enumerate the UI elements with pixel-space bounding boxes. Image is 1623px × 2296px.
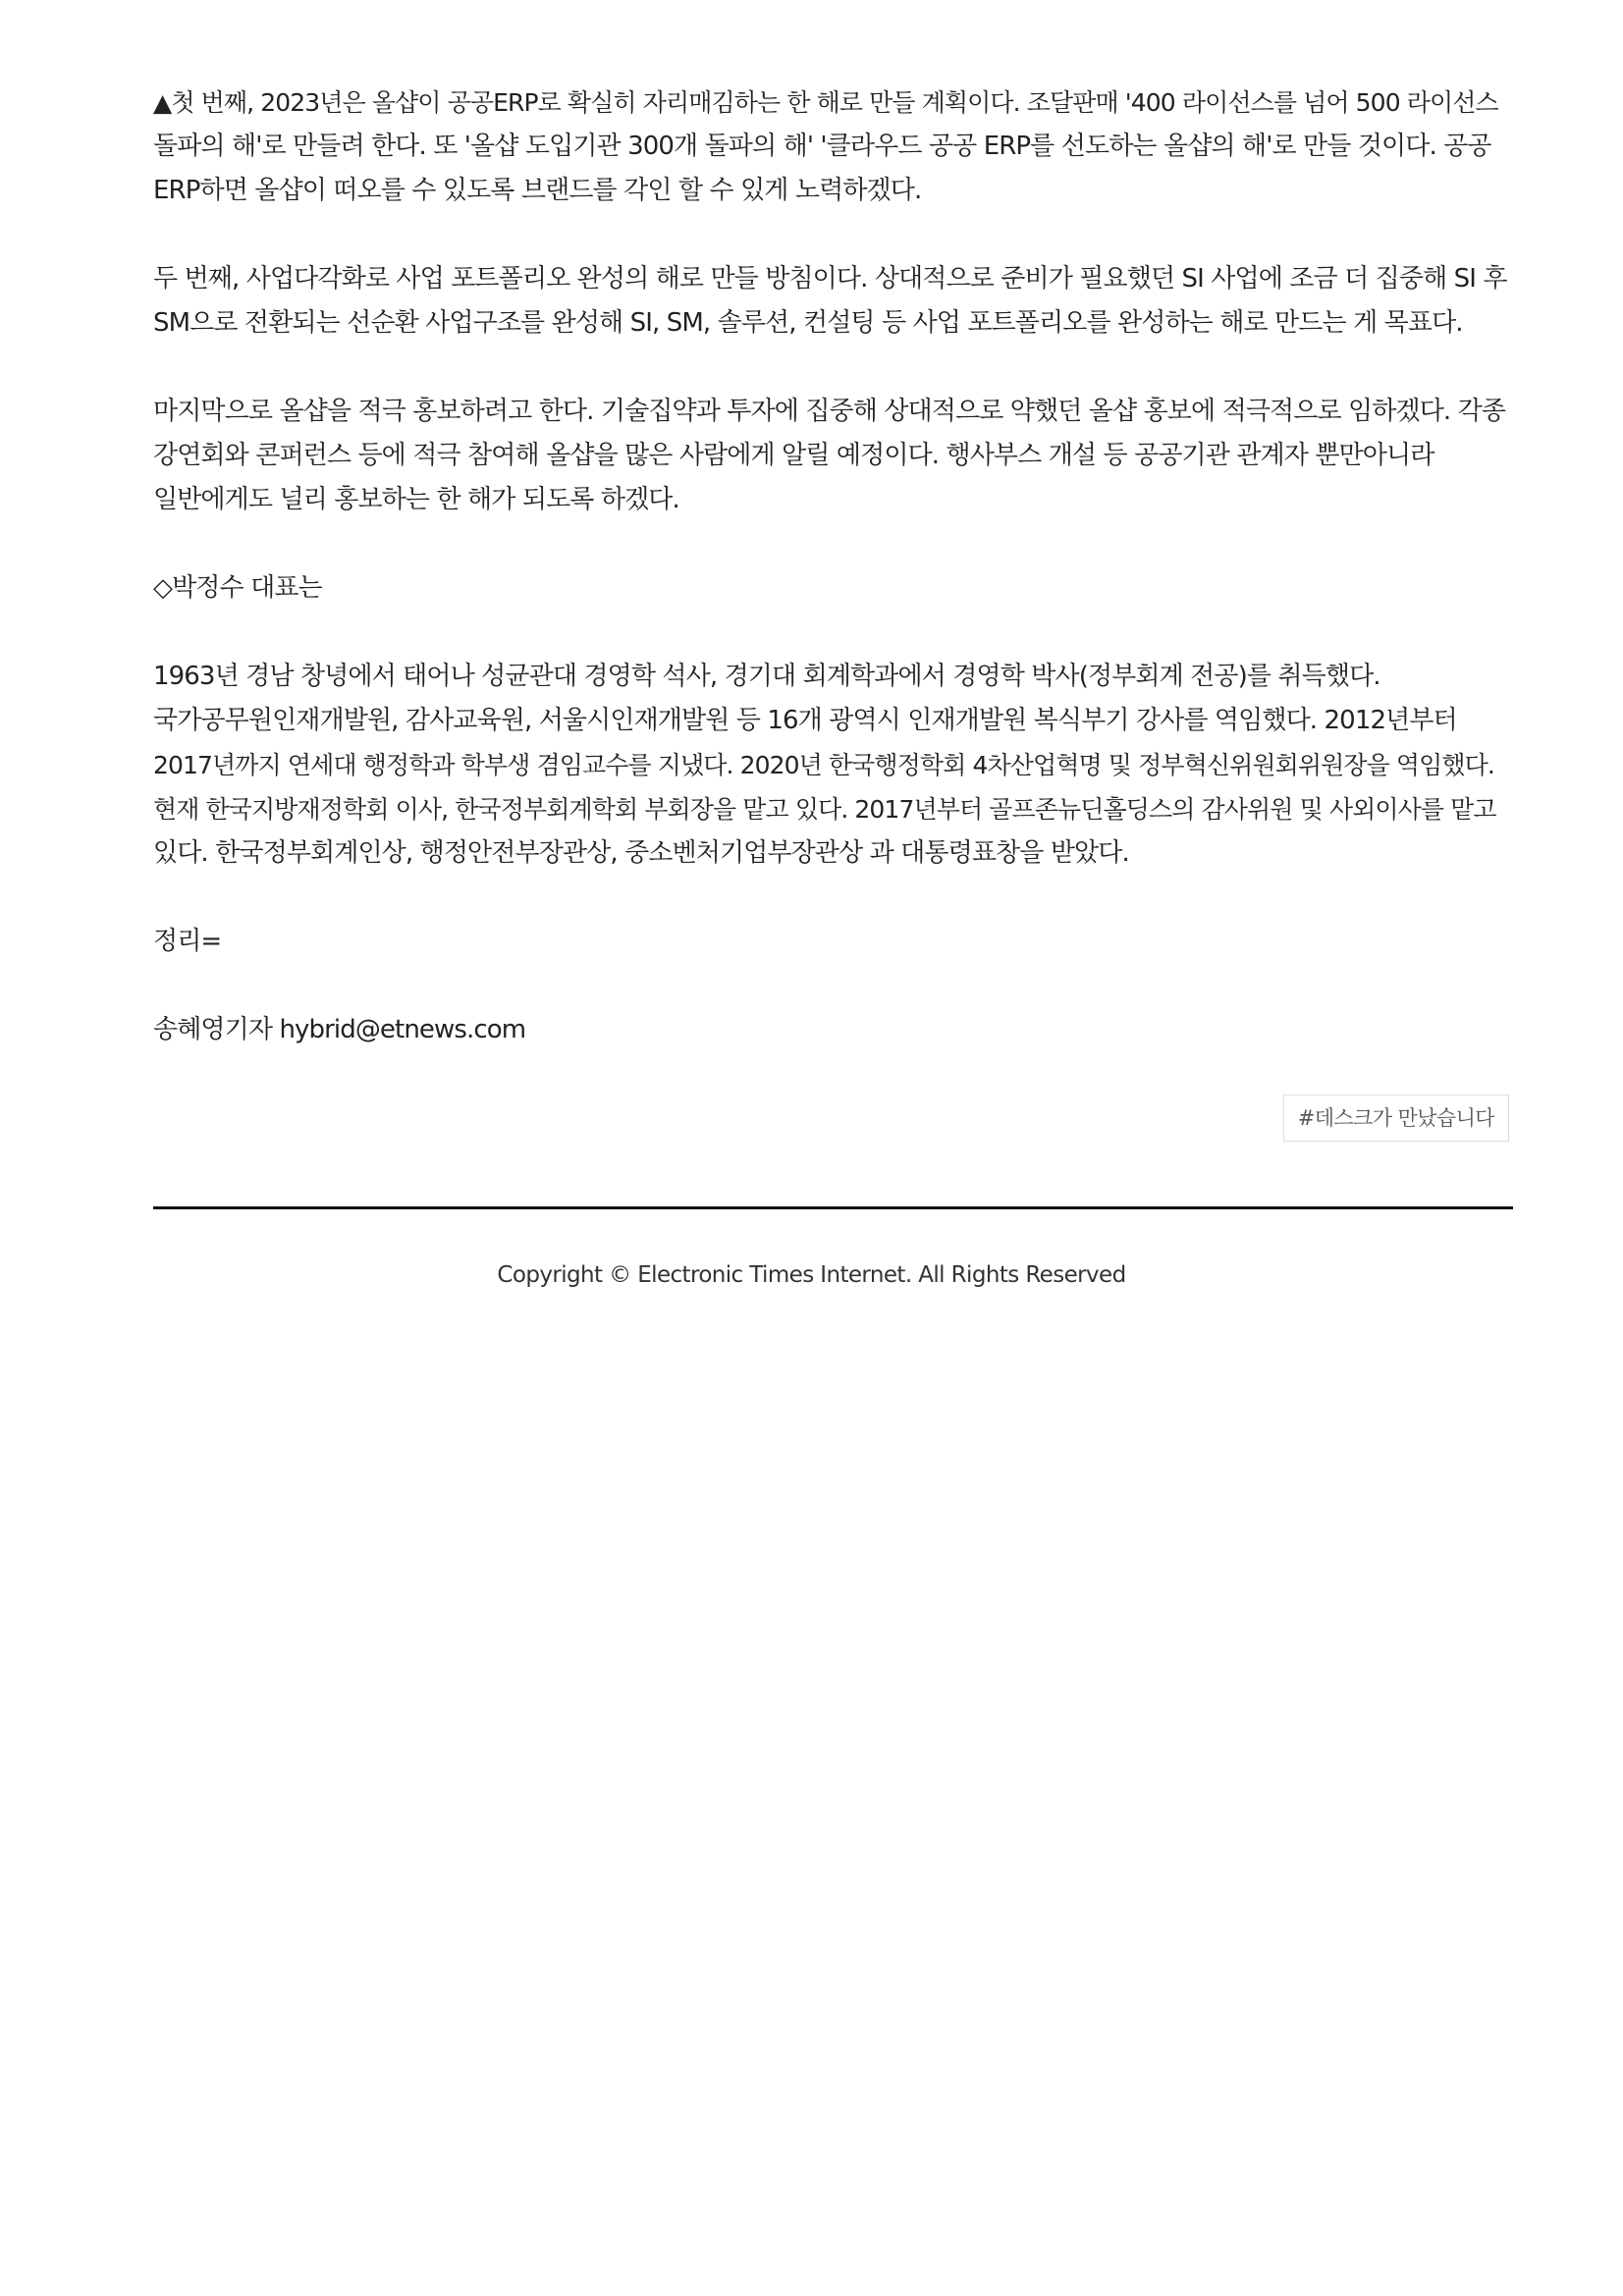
- profile-paragraph: [153, 655, 1513, 876]
- paragraph-line: 돌파의 해'로 만들려 한다. 또 '올샵 도입기관 300개 돌파의 해' '클라우드 공공 ERP를 선도하는 올샵의 해'로 만들 것이다. 공공: [153, 132, 1491, 161]
- byline: [153, 1008, 1513, 1052]
- profile-heading: [153, 566, 1513, 611]
- tag-link[interactable]: #데스크가 만났습니다: [1283, 1095, 1509, 1142]
- paragraph-line: 있다. 한국정부회계인상, 행정안전부장관상, 중소벤처기업부장관상 과 대통령표창을 받았다.: [153, 838, 1129, 868]
- editor-credit: [153, 920, 1513, 964]
- paragraph-line: 2017년까지 연세대 행정학과 학부생 겸임교수를 지냈다. 2020년 한국행정학회 4차산업혁명 및 정부혁신위원회위원장을 역임했다.: [153, 751, 1494, 779]
- copyright-footer: Copyright © Electronic Times Internet. All Rights Reserved: [497, 1262, 1126, 1288]
- footer-divider: [153, 1206, 1513, 1209]
- paragraph-line: 일반에게도 널리 홍보하는 한 해가 되도록 하겠다.: [153, 485, 679, 514]
- paragraph-line: 현재 한국지방재정학회 이사, 한국정부회계학회 부회장을 맡고 있다. 2017년부터 골프존뉴딘홀딩스의 감사위원 및 사외이사를 맡고: [153, 795, 1496, 824]
- paragraph-line: ◇박정수 대표는: [153, 573, 322, 603]
- article-paragraph-2: [153, 257, 1513, 346]
- article-paragraph-3: [153, 390, 1513, 522]
- paragraph-line: ▲첫 번째, 2023년은 올샵이 공공ERP로 확실히 자리매김하는 한 해로 만들 계획이다. 조달판매 '400 라이선스를 넘어 500 라이선스: [153, 88, 1498, 117]
- paragraph-line: 정리=: [153, 927, 222, 956]
- paragraph-line: 강연회와 콘퍼런스 등에 적극 참여해 올샵을 많은 사람에게 알릴 예정이다. 행사부스 개설 등 공공기관 관계자 뿐만아니라: [153, 441, 1434, 470]
- tag-list: [1283, 1095, 1509, 1142]
- paragraph-line: 두 번째, 사업다각화로 사업 포트폴리오 완성의 해로 만들 방침이다. 상대적으로 준비가 필요했던 SI 사업에 조금 더 집중해 SI 후: [153, 264, 1507, 294]
- article-body: [153, 80, 1513, 1096]
- paragraph-line: SM으로 전환되는 선순환 사업구조를 완성해 SI, SM, 솔루션, 컨설팅 등 사업 포트폴리오를 완성하는 해로 만드는 게 목표다.: [153, 308, 1463, 338]
- paragraph-line: 마지막으로 올샵을 적극 홍보하려고 한다. 기술집약과 투자에 집중해 상대적으로 약했던 올샵 홍보에 적극적으로 임하겠다. 각종: [153, 397, 1506, 426]
- paragraph-line: 1963년 경남 창녕에서 태어나 성균관대 경영학 석사, 경기대 회계학과에서 경영학 박사(정부회계 전공)를 취득했다.: [153, 662, 1380, 691]
- paragraph-line: ERP하면 올샵이 떠오를 수 있도록 브랜드를 각인 할 수 있게 노력하겠다.: [153, 176, 922, 205]
- paragraph-line: 송혜영기자 hybrid@etnews.com: [153, 1015, 526, 1044]
- article-paragraph-1: [153, 80, 1513, 213]
- paragraph-line: 국가공무원인재개발원, 감사교육원, 서울시인재개발원 등 16개 광역시 인재개발원 복식부기 강사를 역임했다. 2012년부터: [153, 706, 1457, 735]
